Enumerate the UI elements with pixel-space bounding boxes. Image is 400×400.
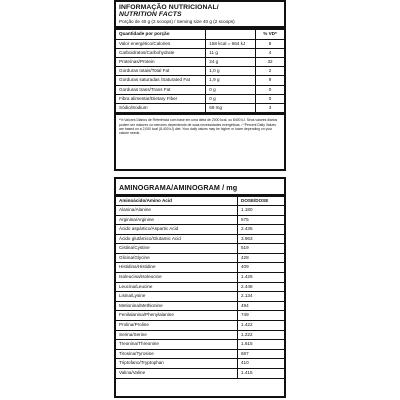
nutrient-quantity: 1,0 g bbox=[206, 67, 256, 76]
nutrition-title bbox=[116, 2, 284, 19]
nutrient-quantity: 24 g bbox=[206, 58, 256, 67]
aminogram-title: AMINOGRAMA/AMINOGRAM / mg bbox=[119, 183, 238, 192]
table-row bbox=[116, 244, 284, 254]
nutrition-header-blank bbox=[206, 30, 256, 39]
nutrition-footnote: *% Valores Diários de Referência com base em uma dieta de 2000 kcal, ou 8400 kJ. Seus valores diários podem ser maiores ou menores dependendo de suas necessidades energéticas. / *Percent Daily Values are based on a 2,000 kcal (8,400 kJ) diet. Your daily values may be higher or lower depending on your calorie needs. bbox=[119, 118, 278, 136]
nutrient-quantity: 0 g bbox=[206, 94, 256, 103]
amino-acid-name: Cistina/Cystine bbox=[116, 244, 238, 254]
aminogram-header-dose: DOSE/DOSE bbox=[238, 196, 285, 206]
nutrition-header-row bbox=[116, 30, 284, 39]
amino-acid-dose: 687 bbox=[238, 349, 285, 359]
aminogram-header-name: Aminoácido/Amino Acid bbox=[116, 196, 238, 206]
table-row bbox=[116, 359, 284, 369]
amino-acid-name: Histidina/Histidine bbox=[116, 263, 238, 273]
table-row bbox=[116, 369, 284, 379]
amino-acid-name: Serina/Serine bbox=[116, 330, 238, 340]
nutrient-name: Gorduras totais/Total Fat bbox=[116, 67, 206, 76]
amino-acid-name: Isoleucina/Isoleucine bbox=[116, 273, 238, 283]
table-row bbox=[116, 282, 284, 292]
amino-acid-name: Metionina/Methionine bbox=[116, 301, 238, 311]
nutrient-daily-value: 9 bbox=[256, 76, 285, 85]
nutrient-name: Fibra alimentar/Dietary Fiber bbox=[116, 94, 206, 103]
amino-acid-name: Alanina/Alanine bbox=[116, 205, 238, 215]
amino-acid-name: Ácido glutâmico/Glutamic Acid bbox=[116, 234, 238, 244]
amino-acid-dose: 2.435 bbox=[238, 225, 285, 235]
table-row bbox=[116, 104, 284, 114]
nutrition-table bbox=[116, 30, 284, 115]
table-row bbox=[116, 48, 284, 57]
amino-acid-name: Lisina/Lysine bbox=[116, 292, 238, 302]
nutrient-quantity: 158 kcal = 664 kJ bbox=[206, 39, 256, 48]
nutrition-facts-panel bbox=[114, 0, 286, 171]
amino-acid-dose: 1.180 bbox=[238, 205, 285, 215]
table-row bbox=[116, 340, 284, 350]
aminogram-header-row bbox=[116, 196, 284, 206]
table-row bbox=[116, 330, 284, 340]
nutrient-name: Proteínas/Protein bbox=[116, 58, 206, 67]
nutrient-quantity: 1,9 g bbox=[206, 76, 256, 85]
aminogram-rows bbox=[116, 205, 284, 378]
table-row bbox=[116, 94, 284, 103]
amino-acid-dose: 575 bbox=[238, 215, 285, 225]
nutrient-daily-value: 4 bbox=[256, 48, 285, 57]
table-row bbox=[116, 85, 284, 94]
amino-acid-dose: 1.615 bbox=[238, 340, 285, 350]
nutrient-daily-value: 32 bbox=[256, 58, 285, 67]
nutrient-daily-value: 0 bbox=[256, 85, 285, 94]
amino-acid-dose: 2.134 bbox=[238, 292, 285, 302]
table-row bbox=[116, 234, 284, 244]
amino-acid-name: Fenilalanina/Phenylalanine bbox=[116, 311, 238, 321]
nutrient-quantity: 69 mg bbox=[206, 104, 256, 114]
table-row bbox=[116, 263, 284, 273]
amino-acid-dose: 494 bbox=[238, 301, 285, 311]
amino-acid-name: Prolina/Proline bbox=[116, 321, 238, 331]
nutrition-title-pt: INFORMAÇÃO NUTRICIONAL/ bbox=[119, 4, 219, 11]
nutrient-quantity: 0 g bbox=[206, 85, 256, 94]
table-row bbox=[116, 311, 284, 321]
amino-acid-name: Glicina/Glycine bbox=[116, 253, 238, 263]
table-row bbox=[116, 253, 284, 263]
nutrient-name: Gorduras saturadas /Saturated Fat bbox=[116, 76, 206, 85]
amino-acid-dose: 1.222 bbox=[238, 330, 285, 340]
amino-acid-name: Valina/Valine bbox=[116, 369, 238, 379]
amino-acid-dose: 1.422 bbox=[238, 321, 285, 331]
table-row bbox=[116, 292, 284, 302]
aminogram-panel bbox=[114, 177, 286, 398]
amino-acid-dose: 428 bbox=[238, 253, 285, 263]
amino-acid-name: Triptofano/Tryptophan bbox=[116, 359, 238, 369]
nutrient-daily-value: 0 bbox=[256, 94, 285, 103]
amino-acid-dose: 1.426 bbox=[238, 273, 285, 283]
table-row bbox=[116, 39, 284, 48]
table-row bbox=[116, 76, 284, 85]
nutrient-daily-value: 2 bbox=[256, 67, 285, 76]
nutrient-daily-value: 8 bbox=[256, 39, 285, 48]
amino-acid-name: Treonina/Threonine bbox=[116, 340, 238, 350]
nutrient-name: Gorduras trans/Trans Fat bbox=[116, 85, 206, 94]
table-row bbox=[116, 58, 284, 67]
nutrient-daily-value: 3 bbox=[256, 104, 285, 114]
amino-acid-dose: 410 bbox=[238, 359, 285, 369]
nutrition-header-vd: % VD* bbox=[256, 30, 285, 39]
table-row bbox=[116, 349, 284, 359]
amino-acid-dose: 519 bbox=[238, 244, 285, 254]
amino-acid-name: Tirosina/Tyrosine bbox=[116, 349, 238, 359]
table-row bbox=[116, 321, 284, 331]
table-row bbox=[116, 205, 284, 215]
nutrient-quantity: 11 g bbox=[206, 48, 256, 57]
nutrient-name: Valor energético/Calories bbox=[116, 39, 206, 48]
aminogram-table bbox=[116, 194, 284, 378]
nutrition-title-en: NUTRITION FACTS bbox=[119, 11, 182, 19]
amino-acid-dose: 3.963 bbox=[238, 234, 285, 244]
table-row bbox=[116, 225, 284, 235]
amino-acid-name: Leucina/Leucine bbox=[116, 282, 238, 292]
table-row bbox=[116, 273, 284, 283]
table-row bbox=[116, 67, 284, 76]
table-row bbox=[116, 301, 284, 311]
amino-acid-name: Ácido aspártico/Aspartic Acid bbox=[116, 225, 238, 235]
nutrient-name: Carboidratos/Carbohydrate bbox=[116, 48, 206, 57]
nutrition-header-qty: Quantidade por porção bbox=[116, 30, 206, 39]
amino-acid-dose: 1.415 bbox=[238, 369, 285, 379]
amino-acid-dose: 409 bbox=[238, 263, 285, 273]
table-row bbox=[116, 215, 284, 225]
amino-acid-dose: 2.448 bbox=[238, 282, 285, 292]
amino-acid-dose: 749 bbox=[238, 311, 285, 321]
amino-acid-name: Arginina/Arginine bbox=[116, 215, 238, 225]
serving-size: Porção de 40 g (2 scoops) / Serving size 40 g (2 scoops) bbox=[119, 18, 235, 24]
nutrition-rows bbox=[116, 39, 284, 114]
nutrient-name: Sódio/Sodium bbox=[116, 104, 206, 114]
